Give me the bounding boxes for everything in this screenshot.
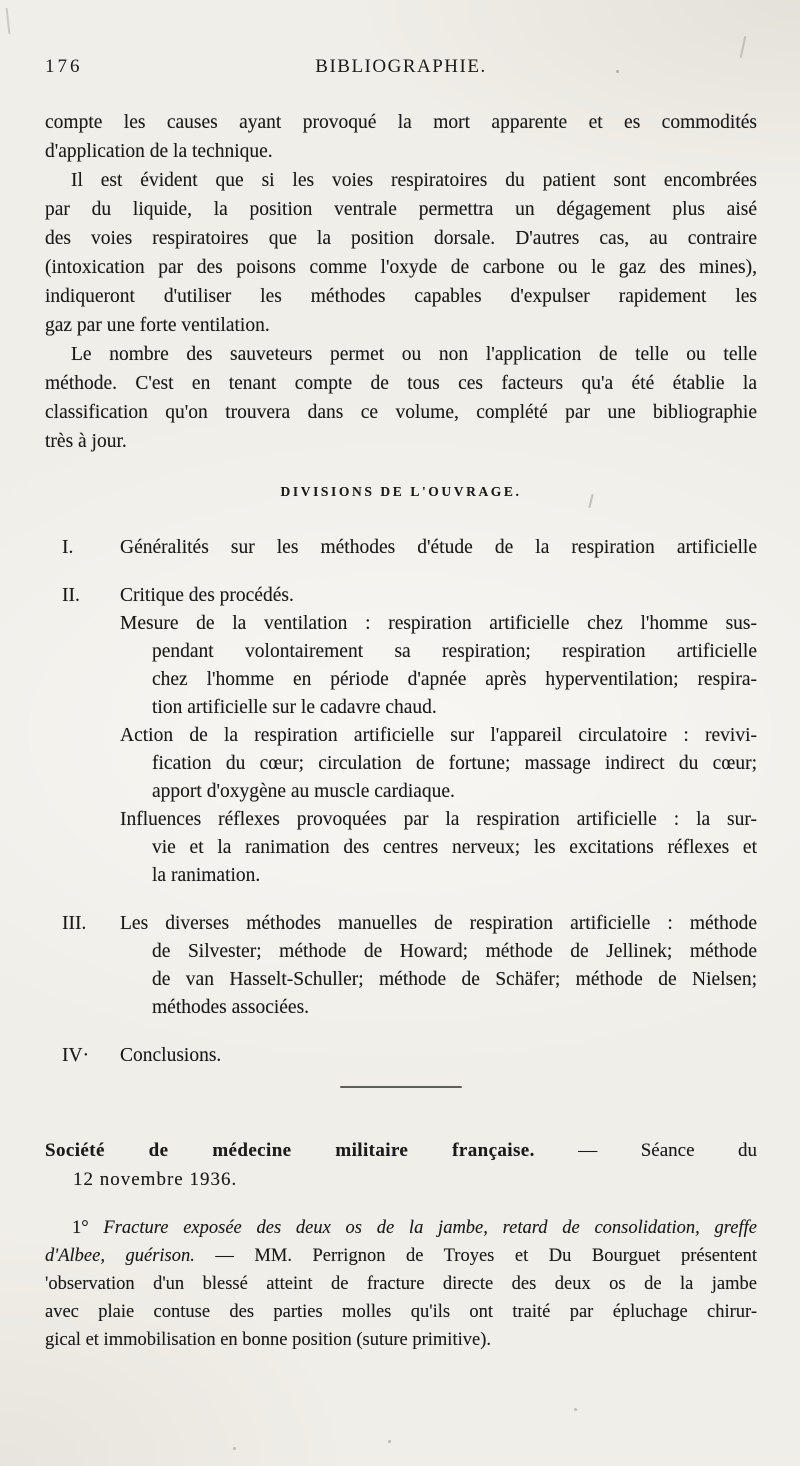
- text-line: avec plaie contuse des parties molles qu'ils ont traité par épluchage chirur-: [45, 1302, 757, 1322]
- division-item: [45, 582, 757, 890]
- text-line: [45, 1136, 757, 1165]
- division-text: [120, 582, 757, 890]
- text-line: méthode. C'est en tenant compte de tous ces facteurs qu'a été établie la: [45, 373, 757, 394]
- text-line: de van Hasselt-Schuller; méthode de Schäfer; méthode de Nielsen;: [152, 969, 757, 990]
- text-segment: Société de médecine militaire française.: [45, 1140, 535, 1161]
- text-line: [45, 1214, 757, 1242]
- text-line: Critique des procédés.: [120, 585, 294, 606]
- text-line: compte les causes ayant provoqué la mort apparente et es commodités: [45, 112, 757, 133]
- division-block: [120, 534, 757, 562]
- division-numeral: III.: [62, 913, 87, 934]
- division-numeral: IV·: [62, 1045, 90, 1066]
- division-item: [45, 534, 757, 562]
- text-line: par du liquide, la position ventrale permettra un dégagement plus aisé: [45, 199, 757, 220]
- text-line: Généralités sur les méthodes d'étude de la respiration artificielle: [120, 537, 757, 558]
- division-block: [120, 910, 757, 1022]
- text-line: d'application de la technique.: [45, 141, 273, 162]
- text-line: Mesure de la ventilation : respiration artificielle chez l'homme sus-: [120, 613, 757, 634]
- text-line: classification qu'on trouvera dans ce volume, complété par une bibliographie: [45, 402, 757, 423]
- divisions-heading: DIVISIONS DE L'OUVRAGE.: [280, 484, 522, 499]
- text-line: indiqueront d'utiliser les méthodes capables d'expulser rapidement les: [45, 286, 757, 307]
- text-segment: — Séance du: [534, 1140, 757, 1161]
- text-line: pendant volontairement sa respiration; respiration artificielle: [152, 641, 757, 662]
- paper-speck: [616, 70, 619, 73]
- text-line: très à jour.: [45, 431, 127, 452]
- division-text: [120, 910, 757, 1022]
- paper-speck: [233, 1447, 236, 1450]
- text-line: (intoxication par des poisons comme l'oxyde de carbone ou le gaz des mines),: [45, 257, 757, 278]
- division-block: [120, 582, 757, 610]
- division-numeral: II.: [62, 585, 80, 606]
- division-item: [45, 1042, 757, 1070]
- text-line: Les diverses méthodes manuelles de respiration artificielle : méthode: [120, 913, 757, 934]
- page-header: [45, 56, 757, 82]
- paper-speck: [388, 1440, 391, 1443]
- division-block: [120, 1042, 757, 1070]
- text-segment: Fracture exposée des deux os de la jambe, retard de consolidation, greffe: [103, 1218, 757, 1238]
- division-block: [120, 610, 757, 722]
- scan-artifact: [740, 36, 747, 58]
- text-line: chez l'homme en période d'apnée après hyperventilation; respira-: [152, 669, 757, 690]
- text-line: [45, 1242, 757, 1270]
- paper-speck: [574, 1408, 577, 1411]
- section-divider: [340, 1086, 462, 1088]
- text-line: fication du cœur; circulation de fortune; massage indirect du cœur;: [152, 753, 757, 774]
- text-line: 'observation d'un blessé atteint de fracture directe des deux os de la jambe: [45, 1274, 757, 1294]
- text-segment: 1°: [72, 1218, 104, 1238]
- paragraph: [45, 340, 757, 456]
- text-segment: d'Albee, guérison.: [45, 1246, 195, 1266]
- text-line: gical et immobilisation en bonne position (suture primitive).: [45, 1330, 491, 1350]
- text-line: de Silvester; méthode de Howard; méthode de Jellinek; méthode: [152, 941, 757, 962]
- text-line: Conclusions.: [120, 1045, 222, 1066]
- seance-heading: [45, 1136, 757, 1194]
- division-block: [120, 722, 757, 806]
- division-item: [45, 910, 757, 1022]
- page-number: 176: [45, 56, 83, 77]
- text-line: tion artificielle sur le cadavre chaud.: [152, 697, 437, 718]
- division-block: [120, 806, 757, 890]
- seance-paragraph: [45, 1214, 757, 1354]
- paragraph: [45, 108, 757, 166]
- seance-section: [45, 1136, 757, 1354]
- paragraph: [45, 166, 757, 340]
- text-line: Influences réflexes provoquées par la respiration artificielle : la sur-: [120, 809, 757, 830]
- text-line: Il est évident que si les voies respiratoires du patient sont encombrées: [71, 170, 757, 191]
- text-line: gaz par une forte ventilation.: [45, 315, 270, 336]
- text-line: [45, 1165, 757, 1194]
- text-line: Action de la respiration artificielle sur l'appareil circulatoire : revivi-: [120, 725, 757, 746]
- division-text: [120, 534, 757, 562]
- text-segment: 12 novembre 1936.: [73, 1169, 238, 1190]
- running-title: BIBLIOGRAPHIE.: [315, 56, 487, 77]
- text-line: méthodes associées.: [152, 997, 310, 1018]
- division-numeral: I.: [62, 537, 74, 558]
- intro-paragraphs: [45, 108, 757, 456]
- text-line: Le nombre des sauveteurs permet ou non l'application de telle ou telle: [71, 344, 757, 365]
- scan-artifact: [6, 8, 11, 34]
- text-line: vie et la ranimation des centres nerveux; les excitations réflexes et: [152, 837, 757, 858]
- divisions-list: [45, 534, 757, 1070]
- text-line: des voies respiratoires que la position dorsale. D'autres cas, au contraire: [45, 228, 757, 249]
- text-line: apport d'oxygène au muscle cardiaque.: [152, 781, 455, 802]
- text-line: la ranimation.: [152, 865, 261, 886]
- text-segment: — MM. Perrignon de Troyes et Du Bourguet présentent: [194, 1246, 757, 1266]
- division-text: [120, 1042, 757, 1070]
